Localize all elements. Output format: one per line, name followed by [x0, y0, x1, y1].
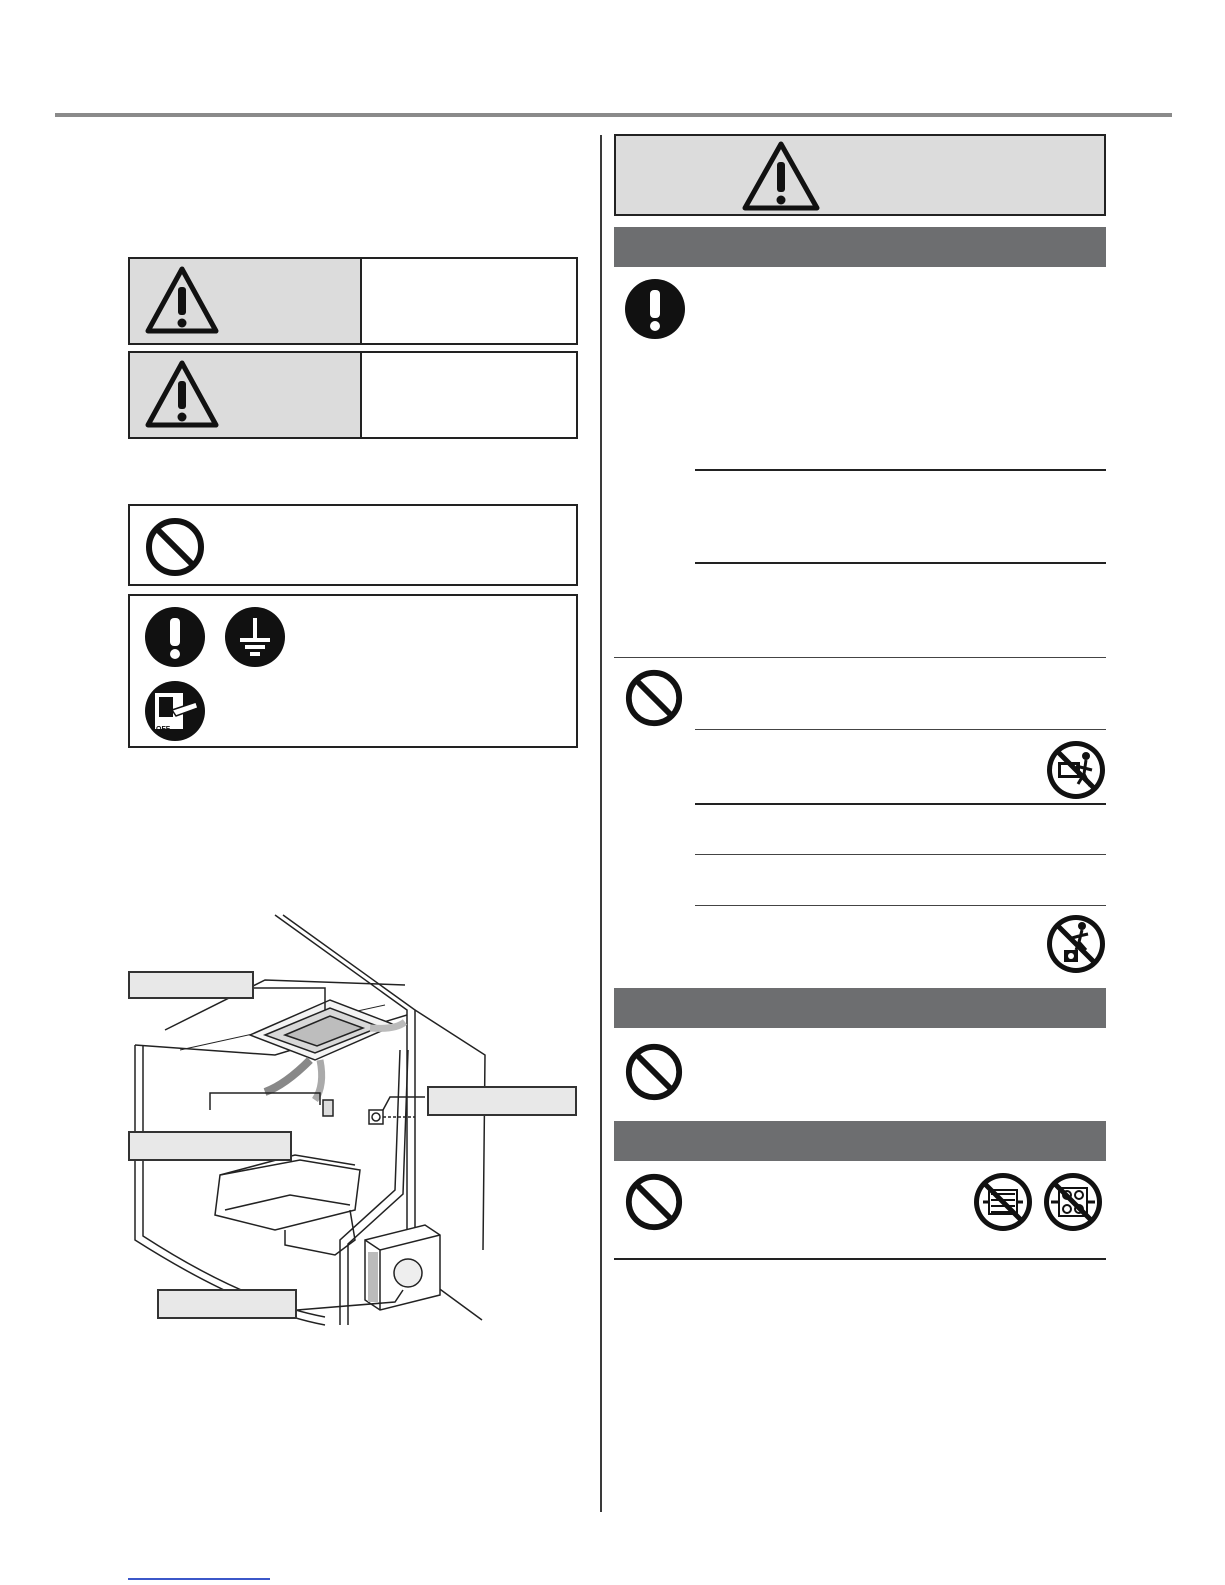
divider	[695, 905, 1106, 906]
prohibited-item-icon	[624, 1042, 684, 1102]
power-switch-off-icon	[144, 680, 206, 742]
switch-off-text: OFF	[156, 726, 170, 733]
exclamation-circle-icon	[144, 606, 206, 668]
prohibited-item-icon	[624, 668, 684, 728]
section-band-1	[614, 227, 1106, 267]
caution-legend-box	[128, 351, 578, 439]
divider	[614, 1258, 1106, 1260]
warning-icon	[144, 265, 220, 335]
prohibited-icon	[144, 516, 206, 578]
no-standing-icon	[1046, 914, 1106, 974]
breaker-label	[427, 1086, 577, 1116]
warning-header-icon	[741, 140, 821, 212]
no-climbing-icon	[1046, 740, 1106, 800]
warning-legend-box	[128, 257, 578, 345]
indoor-unit-label	[128, 971, 254, 999]
header-rule	[55, 113, 1172, 117]
no-blocking-inlet-icon	[973, 1172, 1033, 1232]
outdoor-unit-label	[157, 1289, 297, 1319]
mandatory-legend-box	[128, 594, 578, 748]
caution-icon	[144, 359, 220, 429]
no-blocking-outlet-icon	[1043, 1172, 1103, 1232]
section-band-3	[614, 1121, 1106, 1161]
divider	[695, 729, 1106, 730]
divider	[695, 803, 1106, 805]
section-band-2	[614, 988, 1106, 1028]
prohibited-legend-box	[128, 504, 578, 586]
column-divider	[600, 135, 602, 1512]
warning-header-box	[614, 134, 1106, 216]
divider	[614, 657, 1106, 658]
remote-controller-label	[128, 1131, 292, 1161]
divider	[695, 562, 1106, 564]
divider	[695, 469, 1106, 471]
mandatory-item-icon	[624, 278, 686, 340]
prohibited-item-icon	[624, 1172, 684, 1232]
earth-ground-icon	[224, 606, 286, 668]
divider	[695, 854, 1106, 855]
footer-link-underline[interactable]	[128, 1578, 270, 1580]
